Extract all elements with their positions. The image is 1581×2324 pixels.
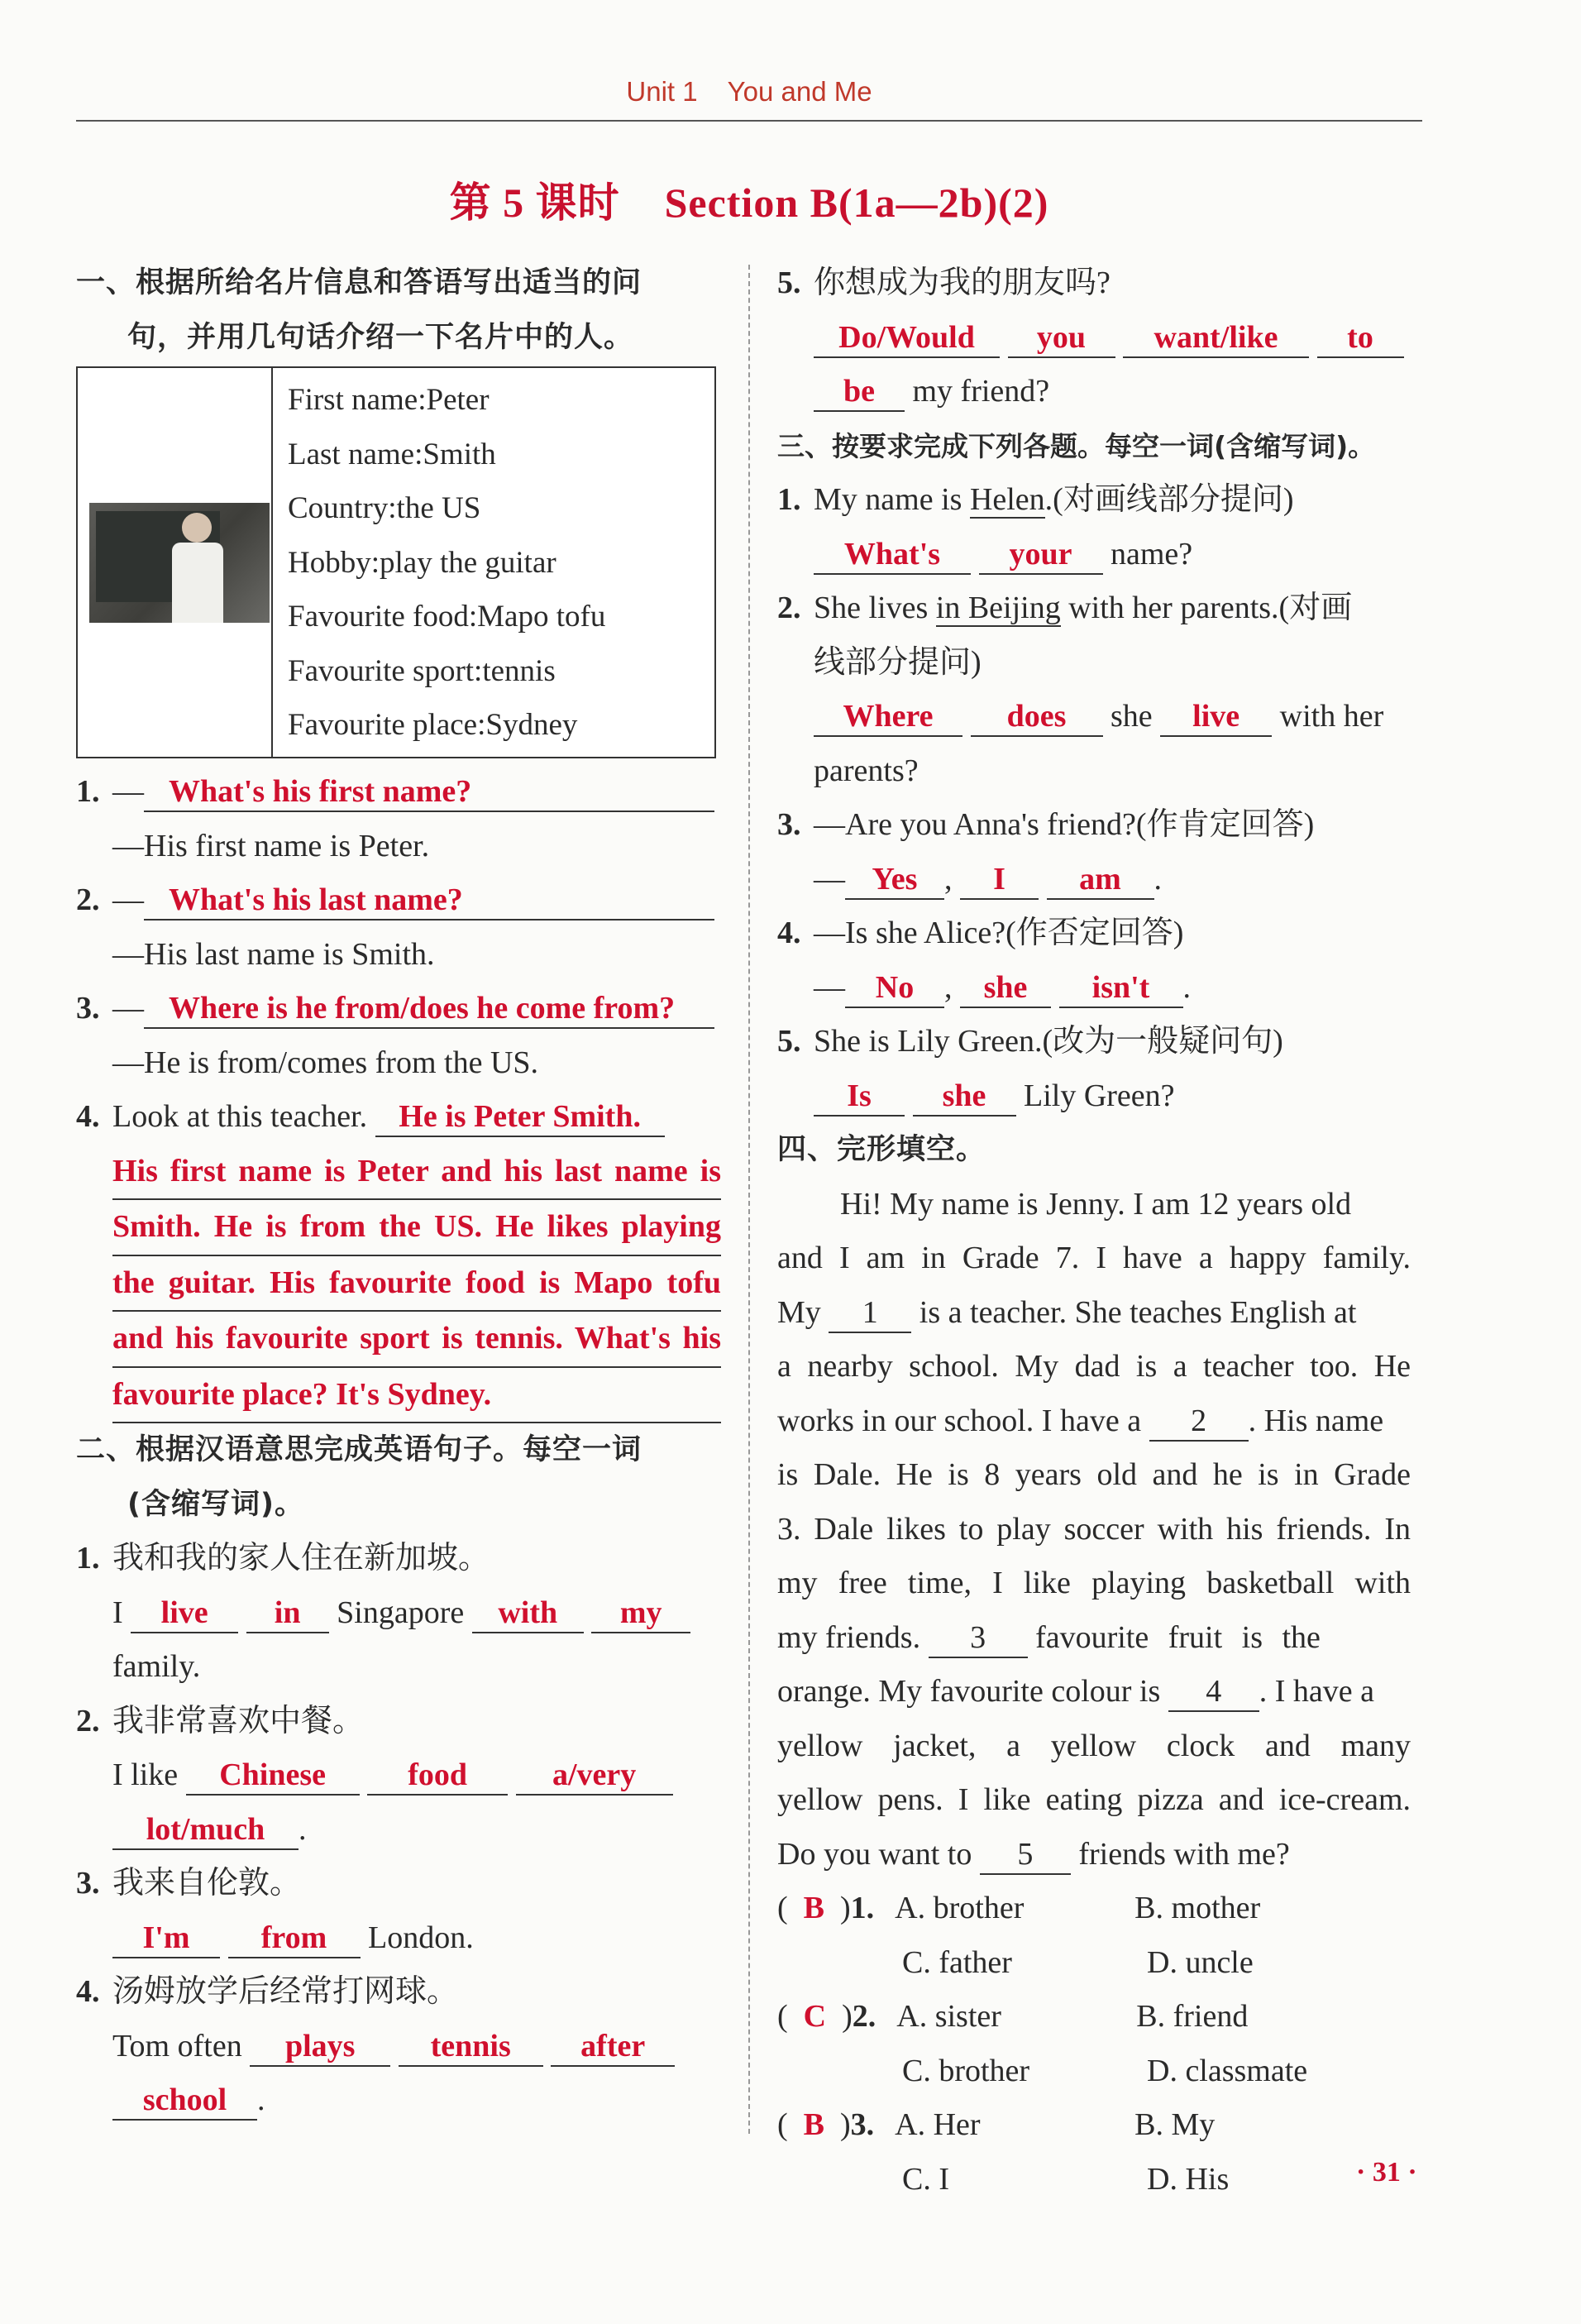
cloze-line-1: Hi! My name is Jenny. I am 12 years old xyxy=(840,1186,1352,1222)
s3-q4: 4. —Is she Alice?(作否定回答) xyxy=(777,916,1184,950)
answer-blank[interactable]: your xyxy=(979,535,1103,575)
answer-blank[interactable]: Chinese xyxy=(186,1756,360,1796)
cloze-blank-5[interactable]: 5 xyxy=(980,1835,1071,1875)
answer-blank[interactable]: No xyxy=(845,968,944,1008)
answer-blank[interactable]: plays xyxy=(250,2027,390,2067)
cloze-line-10: orange. My favourite colour is 4 . I have a xyxy=(777,1665,1422,1719)
s1-q4: 4. Look at this teacher. He is Peter Smith. xyxy=(76,1090,721,1145)
cloze-blank-2[interactable]: 2 xyxy=(1149,1402,1249,1442)
cloze-line-4: a nearby school. My dad is a teacher too. He xyxy=(777,1349,1411,1384)
column-divider xyxy=(748,265,750,2134)
answer-blank[interactable]: a/very xyxy=(516,1756,673,1796)
page-header: Unit 1 You and Me xyxy=(626,76,872,107)
section-3-heading: 三、按要求完成下列各题。每空一词(含缩写词)。 xyxy=(777,429,1376,462)
answer-blank[interactable]: Do/Would xyxy=(814,318,1000,358)
teacher-photo xyxy=(89,503,270,623)
answer-blank[interactable]: Where xyxy=(814,697,962,737)
answer-blank[interactable]: you xyxy=(1008,318,1115,358)
cloze-blank-4[interactable]: 4 xyxy=(1168,1672,1259,1712)
s1-q3-reply: —He is from/comes from the US. xyxy=(112,1045,539,1080)
lesson-title: 第 5 课时 Section B(1a—2b)(2) xyxy=(449,179,1049,226)
card-hobby: Hobby:play the guitar xyxy=(288,545,556,580)
card-last-name: Last name:Smith xyxy=(288,437,496,471)
choice-3-cd: C. I D. His xyxy=(902,2161,1230,2197)
cloze-line-2: and I am in Grade 7. I have a happy family. xyxy=(777,1241,1411,1275)
choice-3-ab: ( B )3. A. Her B. My xyxy=(777,2107,1216,2142)
answer-blank[interactable]: isn't xyxy=(1059,968,1183,1008)
cloze-line-11: yellow jacket, a yellow clock and many xyxy=(777,1728,1411,1763)
s2-q4-en: Tom often plays tennis after xyxy=(76,2020,721,2074)
answer-blank[interactable]: she xyxy=(913,1077,1016,1117)
business-card xyxy=(76,366,716,758)
s1-q3: 3. — Where is he from/does he come from? xyxy=(76,982,721,1036)
card-first-name: First name:Peter xyxy=(288,383,490,417)
s2-q3-cn: 3. 我来自伦敦。 xyxy=(76,1866,302,1901)
answer-blank[interactable]: He is Peter Smith. xyxy=(375,1097,665,1137)
cloze-line-7: 3. Dale likes to play soccer with his friends. In xyxy=(777,1511,1411,1547)
answer-blank[interactable]: live xyxy=(1160,697,1272,737)
answer-blank[interactable]: Is xyxy=(814,1077,905,1117)
s1-q4-ans3: Smith. He is from the US. He likes playing xyxy=(76,1200,721,1256)
choice-3-answer[interactable]: B xyxy=(803,2107,825,2142)
right-column xyxy=(777,256,1422,2207)
section-1-heading: 一、根据所给名片信息和答语写出适当的问 xyxy=(76,266,642,299)
s2-q1-en: I live in Singapore with my xyxy=(76,1586,721,1641)
answer-blank[interactable]: live xyxy=(131,1594,238,1633)
card-country: Country:the US xyxy=(288,491,481,525)
answer-blank[interactable]: school xyxy=(112,2081,257,2121)
s3-q2: 2. She lives in Beijing with her parents.(对画 xyxy=(777,591,1353,625)
person-head-shape xyxy=(182,513,212,543)
left-column xyxy=(76,256,721,2128)
s3-q1-ans: What's your name? xyxy=(777,528,1422,582)
section-1-heading-cont: 句，并用几句话介绍一下名片中的人。 xyxy=(127,320,634,354)
s2-q5-en xyxy=(777,311,1422,366)
answer-blank[interactable]: What's his last name? xyxy=(144,881,714,921)
cloze-line-3: My 1 is a teacher. She teaches English at xyxy=(777,1286,1422,1341)
card-separator xyxy=(271,368,273,757)
section-4-heading: 四、完形填空。 xyxy=(777,1133,986,1166)
cloze-line-5: works in our school. I have a 2 . His name xyxy=(777,1394,1422,1449)
s1-q1-reply: —His first name is Peter. xyxy=(112,828,430,863)
s3-q2-end: parents? xyxy=(814,753,919,788)
card-sport: Favourite sport:tennis xyxy=(288,653,556,688)
cloze-line-12: yellow pens. I like eating pizza and ice-cream. xyxy=(777,1782,1411,1817)
s2-q2-cn: 2. 我非常喜欢中餐。 xyxy=(76,1703,365,1738)
card-food: Favourite food:Mapo tofu xyxy=(288,600,606,634)
s3-q1: 1. My name is Helen.(对画线部分提问) xyxy=(777,482,1294,517)
answer-blank[interactable]: tennis xyxy=(399,2027,543,2067)
s3-q2-ans: Where does she live with her xyxy=(777,690,1422,744)
s1-q4-ans6: favourite place? It's Sydney. xyxy=(76,1368,721,1424)
s2-q2-en: I like Chinese food a/very xyxy=(76,1748,721,1803)
header-rule xyxy=(76,120,1422,122)
s2-q1-end: family. xyxy=(112,1649,201,1684)
answer-blank[interactable]: be xyxy=(814,372,905,412)
answer-blank[interactable]: Yes xyxy=(845,860,944,900)
answer-blank[interactable]: lot/much xyxy=(112,1810,299,1850)
choice-2-answer[interactable]: C xyxy=(803,1999,827,2034)
section-2-heading: 二、根据汉语意思完成英语句子。每空一词 xyxy=(76,1433,642,1466)
s3-q3-ans: — Yes , I am . xyxy=(777,853,1422,907)
answer-blank[interactable]: with xyxy=(472,1594,584,1633)
s1-q4-ans5: and his favourite sport is tennis. What's his xyxy=(76,1312,721,1368)
answer-blank[interactable]: I xyxy=(960,860,1039,900)
answer-blank[interactable]: What's xyxy=(814,535,971,575)
s3-q2-cont: 线部分提问) xyxy=(814,644,982,680)
s3-q4-ans: — No , she isn't . xyxy=(777,961,1422,1016)
choice-2-ab: ( C )2. A. sister B. friend xyxy=(777,1999,1249,2034)
choice-1-answer[interactable]: B xyxy=(803,1891,825,1925)
answer-blank[interactable]: What's his first name? xyxy=(144,772,714,812)
answer-blank[interactable]: from xyxy=(228,1919,361,1958)
s1-q1: 1. — What's his first name? xyxy=(76,765,721,820)
cloze-line-13: Do you want to 5 friends with me? xyxy=(777,1828,1422,1882)
s2-q4-cn: 4. 汤姆放学后经常打网球。 xyxy=(76,1974,459,2009)
cloze-line-6: is Dale. He is 8 years old and he is in Grade xyxy=(777,1457,1411,1492)
card-place: Favourite place:Sydney xyxy=(288,708,578,742)
person-body-shape xyxy=(172,543,223,623)
choice-2-cd: C. brother D. classmate xyxy=(902,2053,1308,2088)
answer-blank[interactable]: she xyxy=(960,968,1051,1008)
choice-1-ab: ( B )1. A. brother B. mother xyxy=(777,1891,1261,1925)
cloze-blank-3[interactable]: 3 xyxy=(929,1619,1028,1658)
answer-blank[interactable]: in xyxy=(246,1594,329,1633)
s2-q5-end: be my friend? xyxy=(777,365,1422,419)
section-2-heading-cont: (含缩写词)。 xyxy=(127,1487,304,1521)
cloze-line-8: my free time, I like playing basketball with xyxy=(777,1566,1411,1600)
answer-blank[interactable]: food xyxy=(367,1756,508,1796)
s2-q2-end: lot/much . xyxy=(76,1803,721,1858)
answer-blank[interactable]: to xyxy=(1317,318,1404,358)
s3-q5: 5. She is Lily Green.(改为一般疑问句) xyxy=(777,1024,1283,1059)
s1-q2: 2. — What's his last name? xyxy=(76,873,721,928)
s1-q4-ans4: the guitar. His favourite food is Mapo tofu xyxy=(76,1256,721,1313)
s2-q5-cn: 5. 你想成为我的朋友吗? xyxy=(777,265,1111,300)
answer-blank[interactable]: after xyxy=(551,2027,675,2067)
answer-blank[interactable]: I'm xyxy=(112,1919,220,1958)
answer-blank[interactable]: am xyxy=(1047,860,1154,900)
cloze-line-9: my friends. 3 favourite fruit is the xyxy=(777,1611,1422,1666)
s1-q4-ans2: His first name is Peter and his last name is xyxy=(76,1145,721,1201)
s2-q3-en: I'm from London. xyxy=(76,1911,721,1966)
s2-q1-cn: 1. 我和我的家人住在新加坡。 xyxy=(76,1541,490,1576)
answer-blank[interactable]: my xyxy=(591,1594,690,1633)
s3-q3: 3. —Are you Anna's friend?(作肯定回答) xyxy=(777,807,1315,842)
s1-q2-reply: —His last name is Smith. xyxy=(112,936,435,972)
page-number: · 31 · xyxy=(1356,2157,1417,2188)
cloze-blank-1[interactable]: 1 xyxy=(829,1294,911,1333)
s2-q4-end: school . xyxy=(76,2073,721,2128)
choice-1-cd: C. father D. uncle xyxy=(902,1944,1254,1980)
s3-q5-ans: Is she Lily Green? xyxy=(777,1069,1422,1124)
answer-blank[interactable]: want/like xyxy=(1123,318,1309,358)
answer-blank[interactable]: Where is he from/does he come from? xyxy=(144,989,714,1029)
answer-blank[interactable]: does xyxy=(971,697,1103,737)
card-info xyxy=(288,373,605,753)
